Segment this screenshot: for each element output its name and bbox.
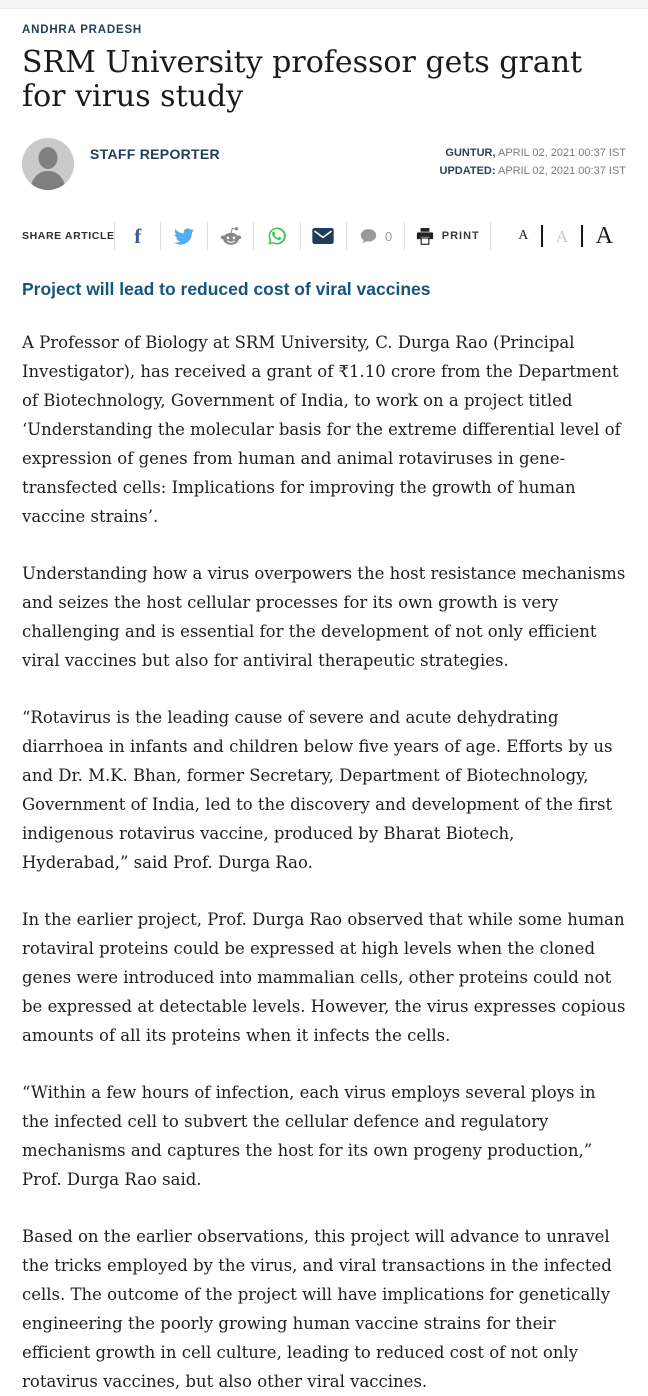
email-icon bbox=[312, 228, 334, 244]
font-size-large-button[interactable]: A bbox=[595, 223, 613, 249]
updated-datetime: APRIL 02, 2021 00:37 IST bbox=[497, 165, 626, 177]
author-name[interactable]: STAFF REPORTER bbox=[90, 146, 220, 162]
divider bbox=[581, 225, 583, 247]
facebook-icon: f bbox=[134, 224, 142, 248]
comment-count: 0 bbox=[385, 228, 393, 244]
author-avatar bbox=[22, 138, 74, 190]
section-link[interactable]: ANDHRA PRADESH bbox=[22, 24, 143, 36]
article-headline: SRM University professor gets grant for virus study bbox=[22, 45, 583, 114]
article-paragraph: Based on the earlier observations, this project will advance to unravel the tricks employed by the virus, and viral transactions in the infected cells. The outcome of the project will have implications for genetically engineering the poorly growing human vaccine strains for their efficient growth in cell culture, leading to reduced cost of not only rotavirus vaccines, but also other viral vaccines. bbox=[22, 1227, 612, 1391]
email-share-button[interactable] bbox=[312, 228, 334, 244]
font-size-medium-button[interactable]: A bbox=[555, 226, 569, 246]
facebook-share-button[interactable] bbox=[134, 226, 141, 246]
byline bbox=[22, 138, 626, 190]
comment-icon bbox=[359, 228, 378, 245]
article-paragraph: “Within a few hours of infection, each virus employs several ploys in the infected cell to subvert the cellular defence and regulatory mechanisms and captures the host for its own progeny production,” Prof. Durga Rao said. bbox=[22, 1083, 596, 1189]
top-strip bbox=[0, 0, 648, 9]
reddit-icon bbox=[220, 226, 242, 246]
whatsapp-share-button[interactable] bbox=[267, 226, 287, 246]
share-article-label: SHARE ARTICLE bbox=[22, 230, 115, 242]
twitter-icon bbox=[174, 228, 194, 245]
dateline bbox=[440, 144, 626, 180]
article-paragraph: “Rotavirus is the leading cause of severe and acute dehydrating diarrhoea in infants and children below five years of age. Efforts by us and Dr. M.K. Bhan, former Secretary, Department of Biotechnology, Government of India, led to the discovery and development of the first indigenous rotavirus vaccine, produced by Bharat Biotech, Hyderabad,” said Prof. Durga Rao. bbox=[22, 708, 613, 872]
font-size-controls bbox=[505, 224, 626, 248]
comments-button[interactable] bbox=[359, 228, 392, 245]
share-toolbar bbox=[22, 220, 626, 252]
article-body bbox=[22, 328, 626, 1396]
print-label: PRINT bbox=[441, 230, 480, 242]
updated-label: UPDATED: bbox=[439, 165, 496, 177]
dateline-location: GUNTUR, bbox=[445, 147, 496, 159]
font-size-small-button[interactable]: A bbox=[518, 228, 529, 243]
whatsapp-icon bbox=[267, 226, 287, 246]
article-paragraph: A Professor of Biology at SRM University, C. Durga Rao (Principal Investigator), has received a grant of ₹1.10 crore from the Department of Biotechnology, Government of India, to work on a project titled ‘Understanding the molecular basis for the extreme differential level of expression of genes from human and animal rotaviruses in gene-transfected cells: Implications for improving the growth of human vaccine strains’. bbox=[22, 333, 621, 526]
person-icon bbox=[22, 138, 74, 190]
divider bbox=[541, 225, 543, 247]
article-paragraph: In the earlier project, Prof. Durga Rao observed that while some human rotaviral proteins could be expressed at high levels when the cloned genes were introduced into mammalian cells, other proteins could not be expressed at detectable levels. However, the virus expresses copious amounts of all its proteins when it infects the cells. bbox=[22, 910, 626, 1045]
dateline-datetime: APRIL 02, 2021 00:37 IST bbox=[497, 147, 626, 159]
twitter-share-button[interactable] bbox=[174, 228, 194, 245]
print-icon bbox=[416, 228, 434, 245]
divider bbox=[490, 222, 491, 250]
article-paragraph: Understanding how a virus overpowers the host resistance mechanisms and seizes the host cellular processes for its own growth is very challenging and is essential for the development of not only efficient viral vaccines but also for antiviral therapeutic strategies. bbox=[22, 564, 626, 670]
article-standfirst: Project will lead to reduced cost of viral vaccines bbox=[22, 279, 431, 299]
reddit-share-button[interactable] bbox=[220, 226, 242, 246]
print-button[interactable] bbox=[416, 228, 480, 245]
